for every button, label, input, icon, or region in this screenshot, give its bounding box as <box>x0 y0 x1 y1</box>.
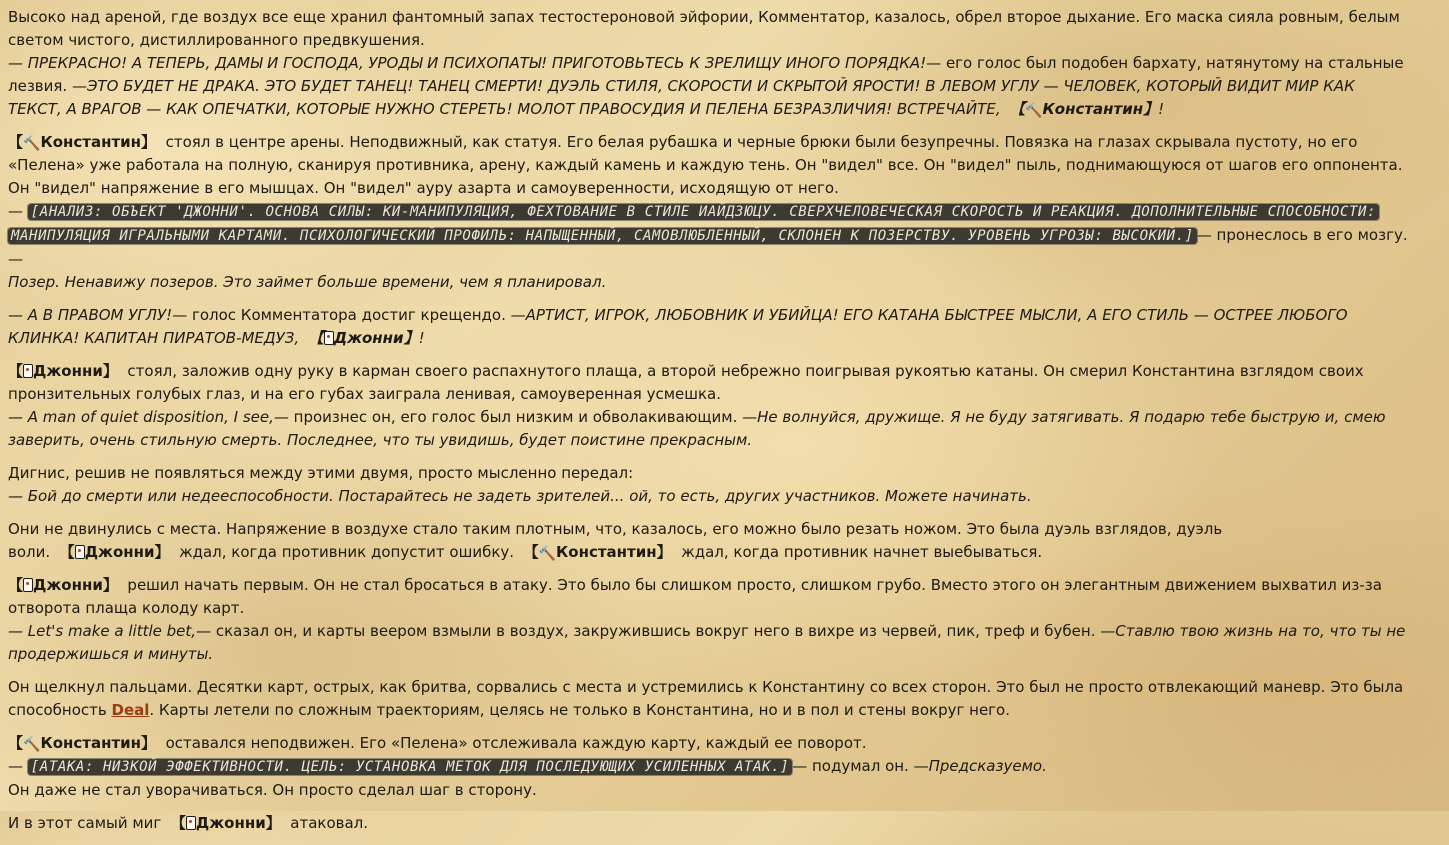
inner-thought: Позер. Ненавижу позеров. Это займет больше времени, чем я планировал. <box>8 273 607 291</box>
playing-card-icon <box>23 364 33 378</box>
playing-card-icon <box>186 816 196 830</box>
narration: — пронеслось в его мозгу. — <box>8 226 1408 268</box>
hammer-icon: 🔨 <box>1025 103 1043 119</box>
tag-johnny: 【 Джонни】 <box>308 329 419 347</box>
tag-konstantin: 【🔨Константин】 <box>523 543 672 562</box>
narration: — подумал он. — <box>792 757 929 775</box>
playing-card-icon <box>75 545 85 559</box>
system-attack-box: [АТАКА: НИЗКОЙ ЭФФЕКТИВНОСТИ. ЦЕЛЬ: УСТАНОВКА МЕТОК ДЛЯ ПОСЛЕДУЮЩИХ УСИЛЕННЫХ АТАК.] <box>28 759 792 775</box>
narration: . Карты летели по сложным траекториям, целясь не только в Константина, но и в пол и стены вокруг него. <box>149 701 1010 719</box>
narration: — голос Комментатора достиг крещендо. — <box>172 306 526 324</box>
narration: Он даже не стал уворачиваться. Он просто сделал шаг в сторону. <box>8 781 537 799</box>
inner-thought: Предсказуемо. <box>928 757 1047 775</box>
playing-card-icon <box>23 578 33 592</box>
ability-link-deal[interactable]: Deal <box>111 701 150 719</box>
paragraph-konstantin-analysis: 【🔨Константин】 стоял в центре арены. Неподвижный, как статуя. Его белая рубашка и черные брюки были безупречны. Повязка на глазах скрывала пустоту, но его «Пелена» уже работала на полную, сканируя противника, арену, каждый камень и каждую тень. Он "видел" все. Он "видел" пыль, поднимающуюся от шагов его оппонента. Он "видел" напряжение в его мышцах. Он "видел" ауру азарта и самоуверенности, исходящую от него. — [АНАЛИЗ: ОБЪЕКТ 'ДЖОННИ'. ОСНОВА СИЛЫ: КИ-МАНИПУЛЯЦИЯ, ФЕХТОВАНИЕ В СТИЛЕ ИАЙДЗЮЦУ. СВЕРХЧЕЛОВЕЧЕСКАЯ СКОРОСТЬ И РЕАКЦИЯ. ДОПОЛНИТЕЛЬНЫЕ СПОСОБНОСТИ: МАНИПУЛЯЦИЯ ИГРАЛЬНЫМИ КАРТАМИ. ПСИХОЛОГИЧЕСКИЙ ПРОФИЛЬ: НАПЫЩЕННЫЙ, САМОВЛЮБЛЕННЫЙ, СКЛОНЕН К ПОЗЕРСТВУ. УРОВЕНЬ УГРОЗЫ: ВЫСОКИЙ.] — пронеслось в его мозгу. — Позер. Ненавижу позеров. Это займет больше времени, чем я планировал. <box>8 133 1408 291</box>
tag-johnny: 【 Джонни】 <box>59 543 170 561</box>
paragraph-dignis <box>8 462 1413 508</box>
johnny-speech: — A man of quiet disposition, I see, <box>8 408 274 426</box>
hammer-icon: 🔨 <box>538 546 557 562</box>
commentator-speech: — А В ПРАВОМ УГЛУ! <box>8 306 173 324</box>
paragraph-johnny-bet <box>8 574 1413 666</box>
paragraph-standoff <box>8 518 1413 564</box>
commentator-speech: ЭТО БУДЕТ НЕ ДРАКА. ЭТО БУДЕТ ТАНЕЦ! ТАНЕЦ СМЕРТИ! ДУЭЛЬ СТИЛЯ, СКОРОСТИ И СКРЫТОЙ ЯРОСТИ! В ЛЕВОМ УГЛУ — ЧЕЛОВЕК, КОТОРЫЙ ВИДИТ МИР КАК ТЕКСТ, А ВРАГОВ — КАК ОПЕЧАТКИ, КОТОРЫЕ НУЖНО СТЕРЕТЬ! МОЛОТ ПРАВОСУДИЯ И ПЕЛЕНА БЕЗРАЗЛИЧИЯ! ВСТРЕЧАЙТЕ, <box>8 77 1355 118</box>
johnny-speech: Ставлю твою жизнь на то, что ты не продержишься и минуты. <box>8 622 1406 663</box>
hammer-icon: 🔨 <box>23 136 41 152</box>
narration: — сказал он, и карты веером взмыли в воздух, закружившись вокруг него в вихре из червей, пик, треф и бубен. — <box>196 622 1116 640</box>
narration: ждал, когда противник начнет выебываться. <box>681 543 1043 561</box>
paragraph-deal <box>8 676 1413 722</box>
narration: стоял в центре арены. Неподвижный, как статуя. Его белая рубашка и черные брюки были безупречны. Повязка на глазах скрывала пустоту, но его «Пелена» уже работала на полную, сканируя противника, арену, каждый камень и каждую тень. Он "видел" все. Он "видел" пыль, поднимающуюся от шагов его оппонента. Он "видел" напряжение в его мышцах. Он "видел" ауру азарта и самоуверенности, исходящую от него. <box>8 133 1403 197</box>
paragraph-right-corner: — А В ПРАВОМ УГЛУ!— голос Комментатора достиг крещендо. —АРТИСТ, ИГРОК, ЛЮБОВНИК И УБИЙЦА! ЕГО КАТАНА БЫСТРЕЕ МЫСЛИ, А ЕГО СТИЛЬ — ОСТРЕЕ ЛЮБОГО КЛИНКА! КАПИТАН ПИРАТОВ-МЕДУЗ, 【 Джонни】! <box>8 306 1348 347</box>
paragraph-johnny-intro <box>8 360 1413 452</box>
system-analysis-box: [АНАЛИЗ: ОБЪЕКТ 'ДЖОННИ'. ОСНОВА СИЛЫ: КИ-МАНИПУЛЯЦИЯ, ФЕХТОВАНИЕ В СТИЛЕ ИАЙДЗЮЦУ. СВЕРХЧЕЛОВЕЧЕСКАЯ СКОРОСТЬ И РЕАКЦИЯ. ДОПОЛНИТЕЛЬНЫЕ СПОСОБНОСТИ: МАНИПУЛЯЦИЯ ИГРАЛЬНЫМИ КАРТАМИ. ПСИХОЛОГИЧЕСКИЙ ПРОФИЛЬ: НАПЫЩЕННЫЙ, САМОВЛЮБЛЕННЫЙ, СКЛОНЕН К ПОЗЕРСТВУ. УРОВЕНЬ УГРОЗЫ: ВЫСОКИЙ.] <box>8 204 1379 244</box>
johnny-speech: Не волнуйся, дружище. Я не буду затягивать. Я подарю тебе быструю и, смею заверить, очень стильную смерть. Последнее, что ты увидишь, будет поистине прекрасным. <box>8 408 1386 449</box>
narration: ждал, когда противник допустит ошибку. <box>179 543 515 561</box>
johnny-speech: — Let's make a little bet, <box>8 622 197 640</box>
tag-konstantin: 【🔨Константин】 <box>8 734 157 753</box>
commentator-speech: АРТИСТ, ИГРОК, ЛЮБОВНИК И УБИЙЦА! ЕГО КАТАНА БЫСТРЕЕ МЫСЛИ, А ЕГО СТИЛЬ — ОСТРЕЕ ЛЮБОГО КЛИНКА! КАПИТАН ПИРАТОВ-МЕДУЗ, <box>8 306 1348 347</box>
narration: Он щелкнул пальцами. Десятки карт, острых, как бритва, сорвались с места и устремились к Константину со всех сторон. Это был не просто отвлекающий маневр. Это была способность <box>8 678 1404 719</box>
playing-card-icon <box>324 331 334 345</box>
narration: И в этот самый миг <box>8 814 162 832</box>
commentator-speech: — ПРЕКРАСНО! А ТЕПЕРЬ, ДАМЫ И ГОСПОДА, УРОДЫ И ПСИХОПАТЫ! ПРИГОТОВЬТЕСЬ К ЗРЕЛИЩУ ИНОГО ПОРЯДКА! <box>8 54 927 72</box>
narration: — его голос был подобен бархату, натянутому на стальные лезвия. — <box>8 54 1404 95</box>
paragraph-intro: Высоко над ареной, где воздух все еще хранил фантомный запах тестостероновой эйфории, Комментатор, казалось, обрел второе дыхание. Его маска сияла ровным, белым светом чистого, дистиллированного предвкушения. — ПРЕКРАСНО! А ТЕПЕРЬ, ДАМЫ И ГОСПОДА, УРОДЫ И ПСИХОПАТЫ! ПРИГОТОВЬТЕСЬ К ЗРЕЛИЩУ ИНОГО ПОРЯДКА!— его голос был подобен бархату, натянутому на стальные лезвия. —ЭТО БУДЕТ НЕ ДРАКА. ЭТО БУДЕТ ТАНЕЦ! ТАНЕЦ СМЕРТИ! ДУЭЛЬ СТИЛЯ, СКОРОСТИ И СКРЫТОЙ ЯРОСТИ! В ЛЕВОМ УГЛУ — ЧЕЛОВЕК, КОТОРЫЙ ВИДИТ МИР КАК ТЕКСТ, А ВРАГОВ — КАК ОПЕЧАТКИ, КОТОРЫЕ НУЖНО СТЕРЕТЬ! МОЛОТ ПРАВОСУДИЯ И ПЕЛЕНА БЕЗРАЗЛИЧИЯ! ВСТРЕЧАЙТЕ, 【🔨Константин】! <box>8 8 1404 119</box>
tag-konstantin: 【🔨Константин】 <box>8 133 157 152</box>
dignis-speech: — Бой до смерти или недееспособности. Постарайтесь не задеть зрителей... ой, то есть, других участников. Можете начинать. <box>8 487 1032 505</box>
narration: Они не двинулись с места. Напряжение в воздухе стало таким плотным, что, казалось, его можно было резать ножом. Это была дуэль взглядов, дуэль воли. <box>8 520 1223 561</box>
story-document <box>8 6 1413 845</box>
narration: Высоко над ареной, где воздух все еще хранил фантомный запах тестостероновой эйфории, Комментатор, казалось, обрел второе дыхание. Его маска сияла ровным, белым светом чистого, дистиллированного предвкушения. <box>8 8 1400 49</box>
narration: решил начать первым. Он не стал бросаться в атаку. Это было бы слишком просто, слишком грубо. Вместо этого он элегантным движением выхватил из-за отворота плаща колоду карт. <box>8 576 1382 617</box>
paragraph-konstantin-dodge: 【🔨Константин】 оставался неподвижен. Его «Пелена» отслеживала каждую карту, каждый ее поворот. — [АТАКА: НИЗКОЙ ЭФФЕКТИВНОСТИ. ЦЕЛЬ: УСТАНОВКА МЕТОК ДЛЯ ПОСЛЕДУЮЩИХ УСИЛЕННЫХ АТАК.] — подумал он. —Предсказуемо. Он даже не стал уворачиваться. Он просто сделал шаг в сторону. <box>8 734 1047 799</box>
narration: оставался неподвижен. Его «Пелена» отслеживала каждую карту, каждый ее поворот. <box>165 734 867 752</box>
narration: стоял, заложив одну руку в карман своего распахнутого плаща, а второй небрежно поигрывая рукоятью катаны. Он смерил Константина взглядом своих пронзительных голубых глаз, и на его губах заиграла ленивая, самоуверенная усмешка. <box>8 362 1364 403</box>
narration: Дигнис, решив не появляться между этими двумя, просто мысленно передал: <box>8 464 634 482</box>
narration: — произнес он, его голос был низким и обволакивающим. — <box>273 408 758 426</box>
tag-konstantin: 【🔨Константин】 <box>1010 100 1159 119</box>
tag-johnny: 【 Джонни】 <box>170 814 281 832</box>
paragraph-attack <box>8 812 1413 835</box>
tag-johnny: 【 Джонни】 <box>8 576 118 594</box>
hammer-icon: 🔨 <box>23 737 41 753</box>
narration: атаковал. <box>290 814 369 832</box>
tag-johnny: 【 Джонни】 <box>8 362 118 380</box>
